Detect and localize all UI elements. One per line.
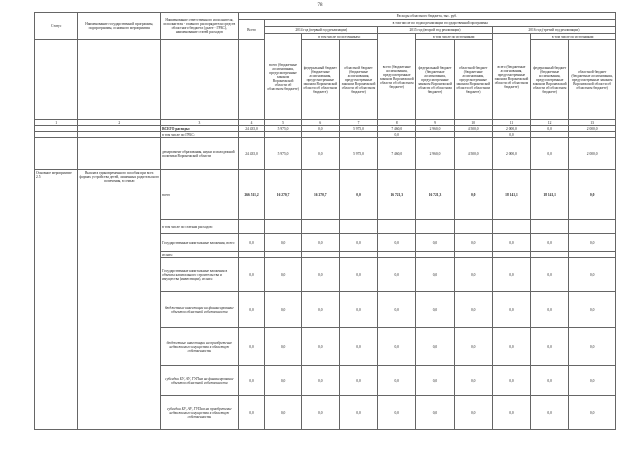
header-sources-2016: в том числе по источникам: <box>531 34 616 40</box>
table-row: департамент образования, науки и молодежной политики Воронежской области 24 435,0 5 975,0 0,0 5 975,0 7 460,0 2 960,0 4 500,0 2 000,0 0,0 2 000,0 <box>35 138 616 170</box>
header-reg-2016: областной бюджет (бюджетные ассигнования, предусмотренные законом Воронежской области об областном бюджете) <box>569 40 616 120</box>
page-number: 78 <box>317 3 323 8</box>
header-total: Всего <box>238 20 265 40</box>
header-sources-2014: в том числе по источникам: <box>301 34 377 40</box>
row-label: в том числе по статьям расходов: <box>161 220 239 234</box>
row-label: всего <box>161 170 239 220</box>
header-expenses-title: Расходы областного бюджета, тыс. руб. <box>238 13 615 20</box>
row-label: субсидии БУ, АУ, ГУПам на финансирование объектов областной собственности <box>161 366 239 396</box>
row-label: бюджетные инвестиции на приобретение недвижимого имущества в областную собственность <box>161 328 239 366</box>
table-row: субсидии БУ, АУ, ГУПам на приобретение недвижимого имущества в областную собственность 0,0 0,0 0,0 0,0 0,0 0,0 0,0 0,0 0,0 0,0 <box>35 396 616 430</box>
header-year-2016: 2016 год (третий год реализации) <box>492 27 615 34</box>
header-fed-2014: федеральный бюджет (бюджетные ассигнования, предусмотренные законом Воронежской области об областном бюджете) <box>301 40 339 120</box>
table-row: субсидии БУ, АУ, ГУПам на финансирование объектов областной собственности 0,0 0,0 0,0 0,0 0,0 0,0 0,0 0,0 0,0 0,0 <box>35 366 616 396</box>
row-label: из них: <box>161 252 239 258</box>
header-all-2016: всего (бюджетные ассигнования, предусмотренные законом Воронежской области об областном бюджете) <box>492 34 530 120</box>
header-all-2015: всего (бюджетные ассигнования, предусмотренные законом Воронежской области об областном бюджете) <box>378 34 416 120</box>
table-row: ВСЕГО расходы: 24 435,0 5 975,0 0,0 5 975,0 7 460,0 2 960,0 4 500,0 2 000,0 0,0 2 000,0 <box>35 126 616 132</box>
header-executor: Наименование ответственного исполнителя, исполнителя - главного распорядителя средств областного бюджета (далее - ГРБС), наименование статей расходов <box>161 13 239 40</box>
header-reg-2014: областной бюджет (бюджетные ассигнования, предусмотренные законом Воронежской области об областном бюджете) <box>339 40 377 120</box>
row-label: субсидии БУ, АУ, ГУПам на приобретение недвижимого имущества в областную собственность <box>161 396 239 430</box>
header-all-2014: всего (бюджетные ассигнования, предусмотренные законом Воронежской области об областном бюджете) <box>265 34 301 120</box>
budget-table <box>34 12 616 430</box>
header-fed-2016: федеральный бюджет (бюджетные ассигнования, предусмотренные законом Воронежской области об областном бюджете) <box>531 40 569 120</box>
row-label: Государственные капитальные вложения, всего <box>161 234 239 252</box>
header-by-years: в том числе по годам реализации государственной программы <box>265 20 616 27</box>
table-row: Государственные капитальные вложения в объекты капитального строительства и имущества (инвестиции), из них: 0,0 0,0 0,0 0,0 0,0 0,0 0,0 0,0 0,0 0,0 <box>35 258 616 292</box>
header-status: Статус <box>35 13 78 40</box>
header-year-2015: 2015 год (второй год реализации) <box>378 27 493 34</box>
column-numbers-row: 1 2 3 4 5 6 7 8 9 10 11 12 13 <box>35 120 616 126</box>
main-event-name: Выплата единовременного пособия при всех формах устройства детей, лишенных родительского попечения, в семью <box>78 170 161 430</box>
header-reg-2015: областной бюджет (бюджетные ассигнования, предусмотренные законом Воронежской области об областном бюджете) <box>454 40 492 120</box>
table-row: бюджетные инвестиции на финансирование объектов областной собственности 0,0 0,0 0,0 0,0 0,0 0,0 0,0 0,0 0,0 0,0 <box>35 292 616 328</box>
row-label: бюджетные инвестиции на финансирование объектов областной собственности <box>161 292 239 328</box>
table-row: Государственные капитальные вложения, всего 0,0 0,0 0,0 0,0 0,0 0,0 0,0 0,0 0,0 0,0 <box>35 234 616 252</box>
row-label: в том числе по ГРБС: <box>161 132 239 138</box>
header-program-name: Наименование государственной программы, подпрограммы, основного мероприятия <box>78 13 161 40</box>
header-sources-2015: в том числе по источникам: <box>416 34 492 40</box>
table-row: Основное мероприятие 2.5 Выплата единовременного пособия при всех формах устройства детей, лишенных родительского попечения, в семью всего 266 511,2 16 270,7 16 270,7 0,0 16 721,3 16 721,3 0,0 18 141,1 18 141,1 0,0 <box>35 170 616 220</box>
table-row: в том числе по ГРБС: 0,0 0,0 <box>35 132 616 138</box>
row-label: департамент образования, науки и молодежной политики Воронежской области <box>161 138 239 170</box>
main-event-status: Основное мероприятие 2.5 <box>35 170 78 430</box>
table-row: бюджетные инвестиции на приобретение недвижимого имущества в областную собственность 0,0 0,0 0,0 0,0 0,0 0,0 0,0 0,0 0,0 0,0 <box>35 328 616 366</box>
row-label: Государственные капитальные вложения в объекты капитального строительства и имущества (инвестиции), из них: <box>161 258 239 292</box>
header-fed-2015: федеральный бюджет (бюджетные ассигнования, предусмотренные законом Воронежской области об областном бюджете) <box>416 40 454 120</box>
row-label: ВСЕГО расходы: <box>161 126 239 132</box>
header-year-2014: 2014 год (первый год реализации) <box>265 27 378 34</box>
